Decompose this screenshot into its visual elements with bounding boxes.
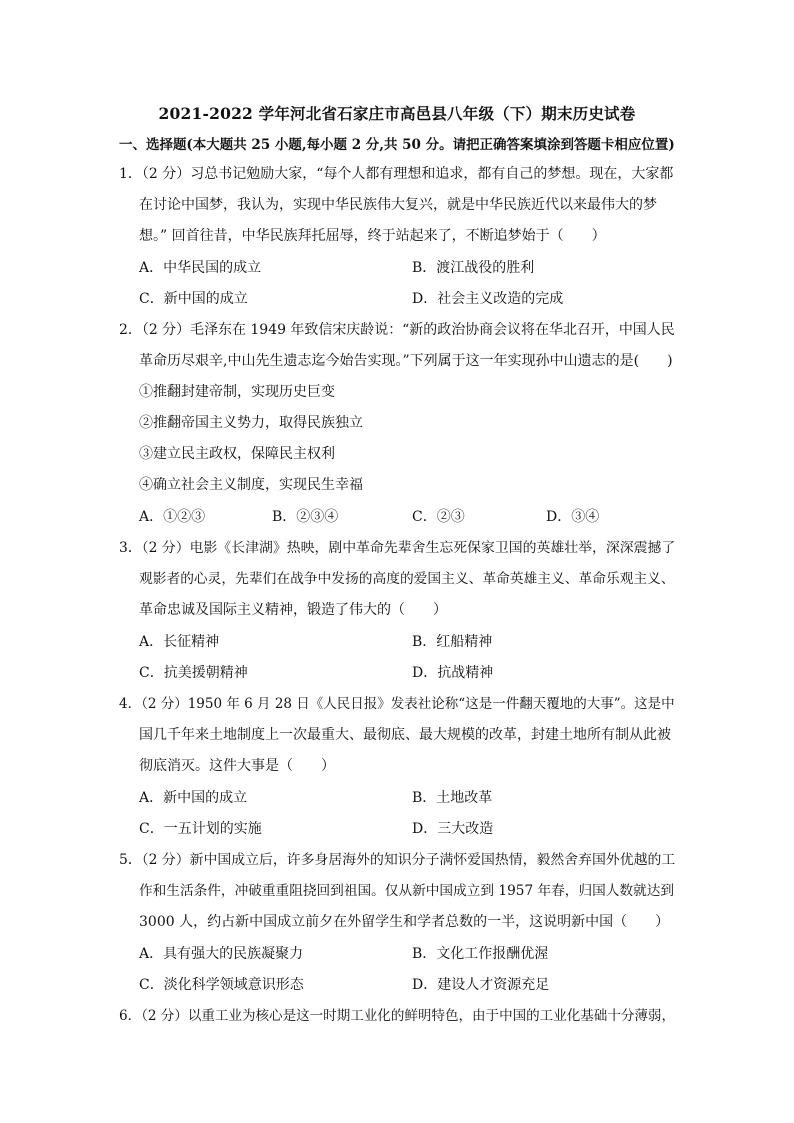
question-2-statement-2: ②推翻帝国主义势力，取得民族独立 [139, 415, 363, 431]
question-4-option-a[interactable]: A．新中国的成立 [139, 790, 248, 806]
question-2-option-a[interactable]: A．①②③ [139, 509, 206, 525]
question-2-option-d[interactable]: D．③④ [546, 509, 600, 525]
question-2-line-2: 革命历尽艰辛,中山先生遗志迄今始告实现。”下列属于这一年实现孙中山遗志的是( ) [139, 353, 673, 369]
question-5-option-b[interactable]: B．文化工作报酬优渥 [412, 946, 549, 962]
question-4-line-2: 国几千年来土地制度上一次最重大、最彻底、最大规模的改革，封建土地所有制从此被 [139, 727, 671, 743]
question-4-option-b[interactable]: B．土地改革 [412, 790, 493, 806]
question-5-option-c[interactable]: C．淡化科学领域意识形态 [139, 977, 304, 993]
question-3-option-d[interactable]: D．抗战精神 [412, 665, 494, 681]
question-3-option-b[interactable]: B．红船精神 [412, 634, 493, 650]
question-2-statement-1: ①推翻封建帝制，实现历史巨变 [139, 384, 335, 400]
question-2-option-c[interactable]: C．②③ [412, 509, 465, 525]
question-5-line-1: 5．（2 分）新中国成立后，许多身居海外的知识分子满怀爱国热情，毅然舍弃国外优越的工 [119, 852, 676, 868]
question-2-option-b[interactable]: B．②③④ [272, 509, 339, 525]
question-5-option-a[interactable]: A．具有强大的民族凝聚力 [139, 946, 304, 962]
question-3-line-3: 革命忠诚及国际主义精神，锻造了伟大的（ ） [139, 602, 447, 618]
question-3-option-c[interactable]: C．抗美援朝精神 [139, 665, 248, 681]
question-6-line-1: 6．（2 分）以重工业为核心是这一时期工业化的鲜明特色，由于中国的工业化基础十分薄弱， [119, 1008, 675, 1024]
section-heading: 一、选择题(本大题共 25 小题,每小题 2 分,共 50 分。请把正确答案填涂到答题卡相应位置) [119, 137, 675, 153]
question-1-line-1: 1．（2 分）习总书记勉励大家，“每个人都有理想和追求，都有自己的梦想。现在，大家都 [119, 166, 674, 182]
question-4-line-3: 彻底消灭。这件大事是（ ） [139, 758, 335, 774]
question-1-line-3: 想。” 回首往昔，中华民族拜托屈辱，终于站起来了，不断追梦始于（ ） [139, 228, 606, 244]
exam-title: 2021-2022 学年河北省石家庄市高邑县八年级（下）期末历史试卷 [158, 104, 636, 123]
question-5-option-d[interactable]: D．建设人才资源充足 [412, 977, 550, 993]
question-4-option-d[interactable]: D．三大改造 [412, 821, 494, 837]
question-2-statement-3: ③建立民主政权，保障民主权利 [139, 446, 335, 462]
question-5-line-2: 作和生活条件，冲破重重阻挠回到祖国。仅从新中国成立到 1957 年春，归国人数就达到 [139, 883, 675, 899]
question-3-option-a[interactable]: A．长征精神 [139, 634, 220, 650]
question-4-option-c[interactable]: C．一五计划的实施 [139, 821, 262, 837]
question-2-line-1: 2．（2 分）毛泽东在 1949 年致信宋庆龄说：“新的政治协商会议将在华北召开，中国人民 [119, 322, 675, 338]
question-1-option-d[interactable]: D．社会主义改造的完成 [412, 291, 564, 307]
question-1-option-b[interactable]: B．渡江战役的胜利 [412, 260, 535, 276]
question-1-line-2: 在讨论中国梦，我认为，实现中华民族伟大复兴，就是中华民族近代以来最伟大的梦 [139, 197, 657, 213]
question-2-statement-4: ④确立社会主义制度，实现民生幸福 [139, 477, 363, 493]
question-1-option-a[interactable]: A．中华民国的成立 [139, 260, 262, 276]
question-1-option-c[interactable]: C．新中国的成立 [139, 291, 248, 307]
question-3-line-2: 观影者的心灵，先辈们在战争中发扬的高度的爱国主义、革命英雄主义、革命乐观主义、 [139, 571, 675, 587]
question-5-line-3: 3000 人，约占新中国成立前夕在外留学生和学者总数的一半，这说明新中国（ ） [139, 914, 670, 930]
question-3-line-1: 3．（2 分）电影《长津湖》热映，剧中革命先辈舍生忘死保家卫国的英雄壮举，深深震撼了 [119, 540, 676, 556]
question-4-line-1: 4．（2 分）1950 年 6 月 28 日《人民日报》发表社论称“这是一件翻天覆地的大事”。这是中 [119, 696, 675, 712]
